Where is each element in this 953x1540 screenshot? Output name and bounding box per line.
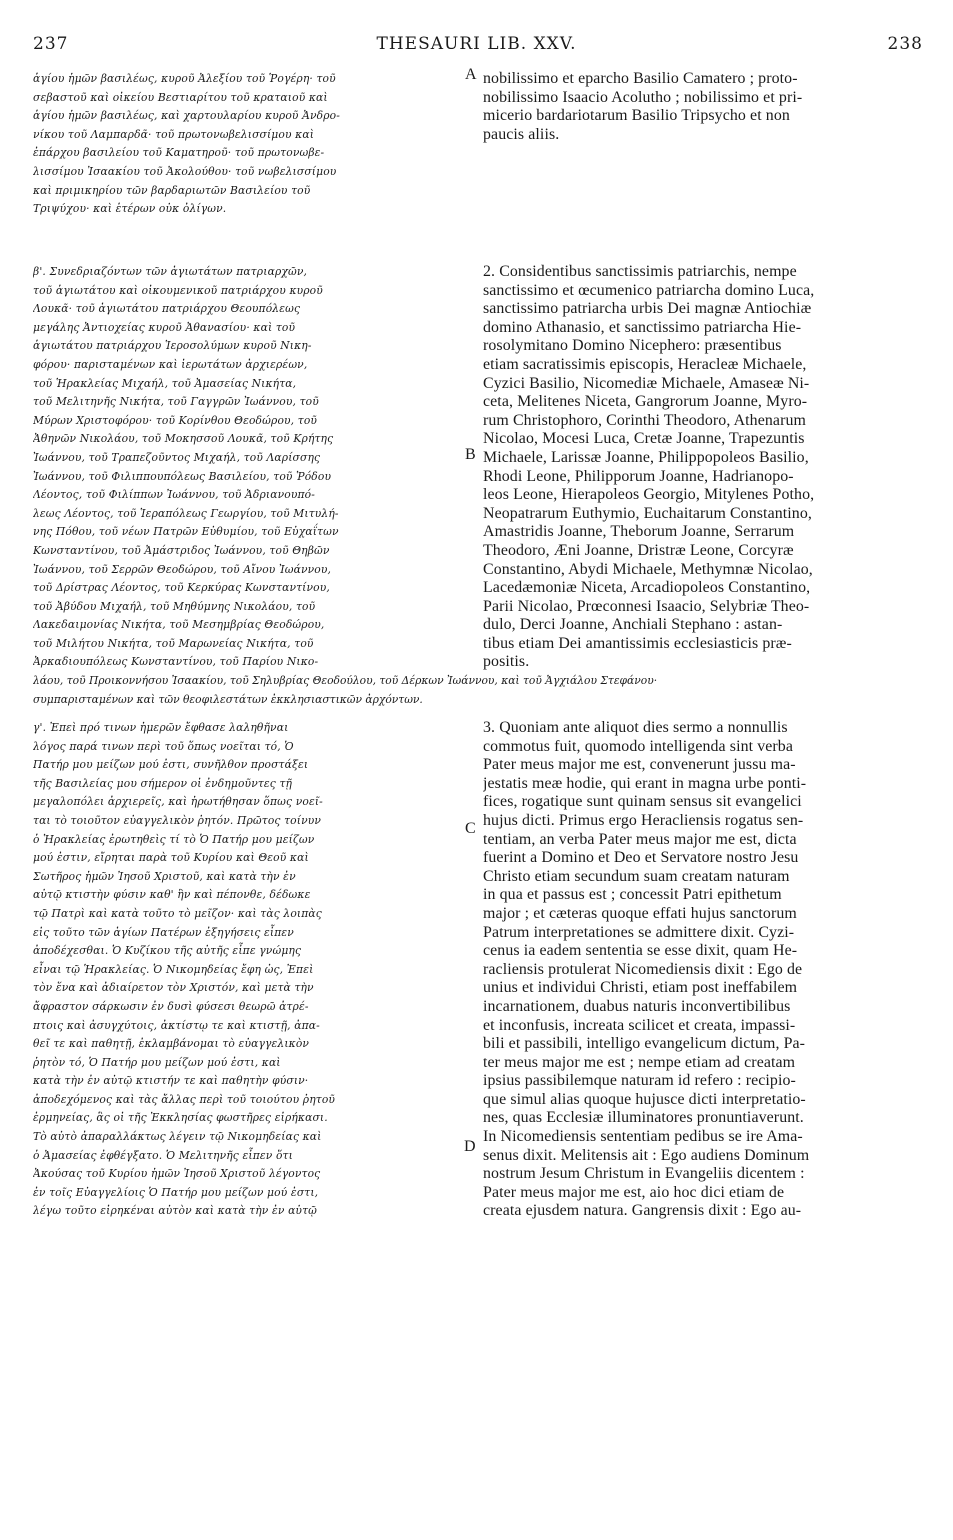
text-line: cenus ia eadem sententia se esse dixit, quam He- bbox=[483, 942, 798, 960]
text-line: β'. Συνεδριαζόντων τῶν ἁγιωτάτων πατριαρχῶν, bbox=[33, 265, 308, 278]
latin-column-section-3 bbox=[483, 719, 923, 1221]
text-line: rum Christophoro, Corinthi Theodoro, Athenarum bbox=[483, 411, 806, 429]
text-line: Cyzici Basilio, Nicomediæ Michaele, Amaseæ Ni- bbox=[483, 374, 810, 392]
text-line: fices, rogatique sunt quinam sensus sit evangelici bbox=[483, 793, 802, 811]
text-line: Ἰωάννου, τοῦ Σερρῶν Θεοδώρου, τοῦ Αἴνου Ἰωάννου, bbox=[33, 562, 332, 576]
text-line: μεγαλοπόλει ἀρχιερεῖς, καὶ ἠρωτήθησαν ὅπως νοεῖ- bbox=[33, 795, 323, 809]
latin-column-section-2 bbox=[483, 263, 923, 672]
text-line: ὁ Ἀμασείας ἐφθέγξατο. Ὁ Μελιτηνῆς εἶπεν ὅτι bbox=[33, 1148, 293, 1162]
text-line: μεγάλης Ἀντιοχείας κυροῦ Ἀθανασίου· καὶ τοῦ bbox=[33, 320, 296, 334]
text-line: τοῦ ἁγιωτάτου καὶ οἰκουμενικοῦ πατριάρχου κυροῦ bbox=[33, 283, 323, 297]
text-line: Ἀρκαδιουπόλεως Κωνσταντίνου, τοῦ Παρίου Νικο- bbox=[33, 655, 319, 669]
text-line: εἶναι τῷ Ἡρακλείας. Ὁ Νικομηδείας ἔφη ὡς, Ἐπεὶ bbox=[33, 962, 314, 976]
text-line: Patrum interpretationes se admittere dixit. Cyzi- bbox=[483, 923, 795, 941]
text-line: in qua et passus est ; concessit Patri epithetum bbox=[483, 886, 782, 904]
text-line: Parii Nicolao, Prœconnesi Isaacio, Selybriæ Theo- bbox=[483, 597, 810, 615]
text-line: etiam sacratissimis episcopis, Heracleæ Michaele, bbox=[483, 355, 807, 373]
text-line: τὸν ἕνα καὶ ἀδιαίρετον τὸν Χριστόν, καὶ μετὰ τὴν bbox=[33, 981, 314, 995]
text-line: ἀποδεχόμενος καὶ τὰς ἄλλας περὶ τοῦ τοιούτου ῥητοῦ bbox=[33, 1092, 336, 1106]
page-number-left: 237 bbox=[33, 34, 69, 54]
text-line: τοῦ Δρίστρας Λέοντος, τοῦ Κερκύρας Κωνσταντίνου, bbox=[33, 581, 330, 595]
text-line: Ἀκούσας τοῦ Κυρίου ἡμῶν Ἰησοῦ Χριστοῦ λέγοντος bbox=[33, 1167, 321, 1181]
text-line: Κωνσταντίνου, τοῦ Ἀμάστριδος Ἰωάννου, τοῦ Θηβῶν bbox=[33, 543, 330, 557]
text-line: Theodoro, Æni Joanne, Dristræ Leone, Corcyræ bbox=[483, 541, 794, 559]
text-line: 3. Quoniam ante aliquot dies sermo a nonnullis bbox=[483, 719, 788, 736]
margin-marker-d: D bbox=[464, 1138, 476, 1155]
text-line: In Nicomediensis sententiam pedibus se ire Ama- bbox=[483, 1128, 803, 1146]
text-line: nes, quas Ecclesiæ illuminatores pronuntiaverunt. bbox=[483, 1109, 804, 1127]
text-line: hujus dicti. Primus ergo Heracliensis rogatus sen- bbox=[483, 811, 804, 829]
text-line: θεῖ τε καὶ παθητῇ, ἐκλαμβάνομαι τὸ εὐαγγελικὸν bbox=[33, 1037, 310, 1051]
text-line: μού ἐστιν, εἴρηται παρὰ τοῦ Κυρίου καὶ Θεοῦ καὶ bbox=[33, 851, 309, 865]
text-line: micerio bardariotarum Basilio Tripsycho et non bbox=[483, 107, 790, 125]
text-line: Τριψύχου· καὶ ἑτέρων οὐκ ὀλίγων. bbox=[33, 202, 227, 216]
text-line: leos Leone, Hierapoleos Georgio, Mitylenes Potho, bbox=[483, 486, 815, 504]
page-number-right: 238 bbox=[887, 34, 923, 54]
text-line: λέγω τοῦτο εἰρηκέναι αὐτὸν καὶ κατὰ τὴν ἐν αὐτῷ bbox=[33, 1204, 318, 1218]
text-line: πτοις καὶ ἀσυγχύτοις, ἀκτίστῳ τε καὶ κτιστῇ, ἀπα- bbox=[33, 1018, 320, 1032]
text-line: Amastridis Joanne, Theborum Joanne, Serrarum bbox=[483, 523, 795, 541]
text-line: Λακεδαιμονίας Νικήτα, τοῦ Μεσημβρίας Θεοδώρου, bbox=[33, 618, 325, 632]
text-line: tibus etiam Dei amantissimis ecclesiasticis præ- bbox=[483, 634, 792, 652]
text-line: νίκου τοῦ Λαμπαρδᾶ· τοῦ πρωτονωβελισσίμου καὶ bbox=[33, 127, 315, 141]
text-line: Λουκᾶ· τοῦ ἁγιωτάτου πατριάρχου Θεουπόλεως bbox=[33, 302, 301, 316]
text-line: Μύρων Χριστοφόρου· τοῦ Κορίνθου Θεοδώρου, τοῦ bbox=[33, 413, 318, 427]
text-line: Λέοντος, τοῦ Φιλίππων Ἰωάννου, τοῦ Ἀδριανουπό- bbox=[33, 488, 316, 502]
text-line: ἁγιωτάτου πατριάρχου Ἱεροσολύμων κυροῦ Νικη- bbox=[33, 339, 312, 353]
text-line: sanctissimo patriarcha urbis Dei magnæ Antiochiæ bbox=[483, 300, 812, 318]
text-line: rosolymitano Domino Nicephero: præsentibus bbox=[483, 337, 782, 355]
text-line: φόρου· παρισταμένων καὶ ἱερωτάτων ἀρχιερέων, bbox=[33, 357, 308, 371]
text-line: positis. bbox=[483, 653, 530, 671]
text-line: Pater meus major me est, aio hoc dici etiam de bbox=[483, 1183, 785, 1201]
text-line: λάου, τοῦ Προικοννήσου Ἰσαακίου, τοῦ Σηλυβρίας Θεοδούλου, τοῦ Δέρκων Ἰωάννου, καὶ τοῦ Ἀγχιάλου Στεφάνου· bbox=[33, 674, 658, 687]
text-line: καὶ πριμικηρίου τῶν βαρδαριωτῶν Βασιλείου τοῦ bbox=[33, 183, 311, 197]
text-line: Πατήρ μου μείζων μού ἐστι, συνῆλθον προστάξει bbox=[33, 758, 309, 772]
text-line: τοῦ Μιλήτου Νικήτα, τοῦ Μαρωνείας Νικήτα, τοῦ bbox=[33, 636, 314, 650]
text-line: Constantino, Abydi Michaele, Methymnæ Nicolao, bbox=[483, 560, 813, 578]
text-line: λισσίμου Ἰσαακίου τοῦ Ἀκολούθου· τοῦ νωβελισσίμου bbox=[33, 164, 337, 178]
text-line: racliensis protulerat Nicomediensis dixit : Ego de bbox=[483, 960, 803, 978]
text-line: συμπαρισταμένων καὶ τῶν θεοφιλεστάτων ἐκκλησιαστικῶν ἀρχόντων. bbox=[33, 692, 423, 706]
text-line: ipsius passibilemque naturam id refero : recipio- bbox=[483, 1072, 796, 1090]
text-line: nobilissimo et eparcho Basilio Camatero ; proto- bbox=[483, 70, 798, 87]
text-line: tentiam, an verba Pater meus major me est, dicta bbox=[483, 830, 797, 848]
margin-marker-c: C bbox=[465, 820, 476, 837]
text-line: Nicolao, Mocesi Luca, Cretæ Joanne, Trapezuntis bbox=[483, 430, 805, 448]
text-line: Ἰωάννου, τοῦ Φιλιππουπόλεως Βασιλείου, τοῦ Ῥόδου bbox=[33, 469, 332, 483]
text-line: εἰς τοῦτο τῶν ἁγίων Πατέρων ἐξηγήσεις εἶπεν bbox=[33, 925, 294, 939]
text-line: que simul alias quoque hujusce dicti interpretatio- bbox=[483, 1090, 806, 1108]
running-title: THESAURI LIB. XXV. bbox=[376, 34, 577, 54]
text-line: unius et individui Christi, etiam post ineffabilem bbox=[483, 979, 798, 997]
text-line: ἁγίου ἡμῶν βασιλέως, κυροῦ Ἀλεξίου τοῦ Ῥογέρη· τοῦ bbox=[33, 72, 336, 85]
text-line: ἑρμηνείας, ἃς οἱ τῆς Ἐκκλησίας φωστῆρες εἰρήκασι. bbox=[33, 1111, 328, 1125]
text-line: senus dixit. Melitensis ait : Ego audiens Dominum bbox=[483, 1146, 810, 1164]
text-line: Michaele, Larissæ Joanne, Philippopoleos Basilio, bbox=[483, 448, 809, 466]
text-line: κατὰ τὴν ἐν αὐτῷ κτιστήν τε καὶ παθητὴν φύσιν· bbox=[33, 1074, 309, 1088]
greek-column-section-1 bbox=[33, 70, 461, 219]
text-line: ter meus major me est ; nempe etiam ad creatam bbox=[483, 1053, 796, 1071]
text-line: ἄφραστον σάρκωσιν ἐν δυσὶ φύσεσι θεωρῶ ἀτρέ- bbox=[33, 999, 309, 1013]
text-line: domino Athanasio, et sanctissimo patriarcha Hie- bbox=[483, 318, 802, 336]
text-line: ἁγίου ἡμῶν βασιλέως, καὶ χαρτουλαρίου κυροῦ Ἀνδρο- bbox=[33, 109, 340, 123]
margin-marker-a: A bbox=[465, 66, 477, 83]
text-line: ceta, Melitenes Niceta, Gangrorum Joanne, Myro- bbox=[483, 393, 808, 411]
text-line: bili et passibili, intelligo evangelicum dictum, Pa- bbox=[483, 1035, 806, 1053]
text-line: commotus fuit, quomodo intelligenda sint verba bbox=[483, 737, 794, 755]
text-line: Pater meus major me est, convenerunt jussu ma- bbox=[483, 756, 796, 774]
text-line: et inconfusis, increata scilicet et creata, impassi- bbox=[483, 1016, 796, 1034]
greek-column-section-3 bbox=[33, 719, 461, 1221]
text-line: 2. Considentibus sanctissimis patriarchis, nempe bbox=[483, 263, 797, 280]
text-line: dulo, Derci Joanne, Anchiali Stephano : astan- bbox=[483, 616, 783, 634]
text-line: τοῦ Ἀβύδου Μιχαήλ, τοῦ Μηθύμνης Νικολάου, τοῦ bbox=[33, 599, 316, 613]
text-line: ῥητὸν τό, Ὁ Πατήρ μου μείζων μού ἐστι, καὶ bbox=[33, 1055, 281, 1069]
greek-column-section-2 bbox=[33, 263, 461, 672]
text-line: αὐτῷ κτιστὴν φύσιν καθ' ἣν καὶ πέπονθε, δέδωκε bbox=[33, 888, 311, 902]
text-line: Ἀθηνῶν Νικολάου, τοῦ Μοκησσοῦ Λουκᾶ, τοῦ Κρήτης bbox=[33, 432, 334, 446]
text-line: Σωτῆρος ἡμῶν Ἰησοῦ Χριστοῦ, καὶ κατὰ τὴν ἐν bbox=[33, 869, 296, 883]
text-line: creata ejusdem natura. Gangrensis dixit : Ego au- bbox=[483, 1202, 802, 1220]
text-line: τοῦ Μελιτηνῆς Νικήτα, τοῦ Γαγγρῶν Ἰωάννου, τοῦ bbox=[33, 395, 319, 409]
text-line: Christo etiam secundum suam creatam naturam bbox=[483, 867, 790, 885]
running-header bbox=[0, 0, 953, 70]
text-line: λόγος παρά τινων περὶ τοῦ ὅπως νοεῖται τό, Ὁ bbox=[33, 739, 294, 753]
text-line: Neopatrarum Euthymio, Euchaitarum Constantino, bbox=[483, 504, 812, 522]
margin-marker-b: B bbox=[465, 446, 476, 463]
text-line: jestatis meæ hodie, qui erant in magna urbe ponti- bbox=[483, 774, 807, 792]
text-line: νης Πόθου, τοῦ νέων Πατρῶν Εὐθυμίου, τοῦ Εὐχαΐτων bbox=[33, 525, 339, 539]
text-line: τῆς Βασιλείας μου σήμερον οἱ ἐνδημοῦντες τῇ bbox=[33, 776, 293, 790]
text-line: ὁ Ἡρακλείας ἐρωτηθεὶς τί τὸ Ὁ Πατήρ μου μείζων bbox=[33, 832, 315, 846]
text-line: fuerint a Domino et Deo et Servatore nostro Jesu bbox=[483, 849, 799, 867]
text-line: nostrum Jesum Christum in Evangeliis dicentem : bbox=[483, 1165, 805, 1183]
text-line: Lacedæmoniæ Niceta, Arcadiopoleos Constantino, bbox=[483, 579, 811, 597]
text-line: Ἰωάννου, τοῦ Τραπεζοῦντος Μιχαήλ, τοῦ Λαρίσσης bbox=[33, 450, 321, 464]
text-line: paucis aliis. bbox=[483, 125, 560, 143]
text-line: ται τὸ τοιοῦτον εὐαγγελικὸν ῥητόν. Πρῶτος τοίνυν bbox=[33, 813, 322, 827]
text-line: λεως Λέοντος, τοῦ Ἱεραπόλεως Γεωργίου, τοῦ Μιτυλή- bbox=[33, 506, 339, 520]
text-line: τῷ Πατρὶ καὶ κατὰ τοῦτο τὸ μεῖζον· καὶ τὰς λοιπὰς bbox=[33, 906, 322, 920]
text-line: ἀποδέχεσθαι. Ὁ Κυζίκου τῆς αὐτῆς εἶπε γνώμης bbox=[33, 944, 302, 958]
text-line: Rhodi Leone, Philipporum Joanne, Hadrianopo- bbox=[483, 467, 794, 485]
greek-full-width-continuation bbox=[33, 672, 923, 709]
latin-column-section-1 bbox=[483, 70, 923, 144]
text-line: nobilissimo Isaacio Acolutho ; nobilissimo et pri- bbox=[483, 88, 803, 106]
text-line: γ'. Ἐπεὶ πρό τινων ἡμερῶν ἔφθασε λαληθῆναι bbox=[33, 721, 289, 734]
text-line: ἐν τοῖς Εὐαγγελίοις Ὁ Πατήρ μου μείζων μού ἐστι, bbox=[33, 1185, 319, 1199]
text-line: σεβαστοῦ καὶ οἰκείου Βεστιαρίτου τοῦ κραταιοῦ καὶ bbox=[33, 90, 328, 104]
text-line: incarnationem, duabus naturis inconvertibilibus bbox=[483, 997, 791, 1015]
text-line: ἐπάρχου βασιλείου τοῦ Καματηροῦ· τοῦ πρωτονωβε- bbox=[33, 146, 325, 160]
text-line: major ; et cæteras quoque effati hujus sanctorum bbox=[483, 904, 797, 922]
text-line: sanctissimo et œcumenico patriarcha domino Luca, bbox=[483, 281, 815, 299]
text-line: Τὸ αὐτὸ ἀπαραλλάκτως λέγειν τῷ Νικομηδείας καὶ bbox=[33, 1130, 322, 1144]
text-line: τοῦ Ἡρακλείας Μιχαήλ, τοῦ Ἀμασείας Νικήτα, bbox=[33, 376, 297, 390]
